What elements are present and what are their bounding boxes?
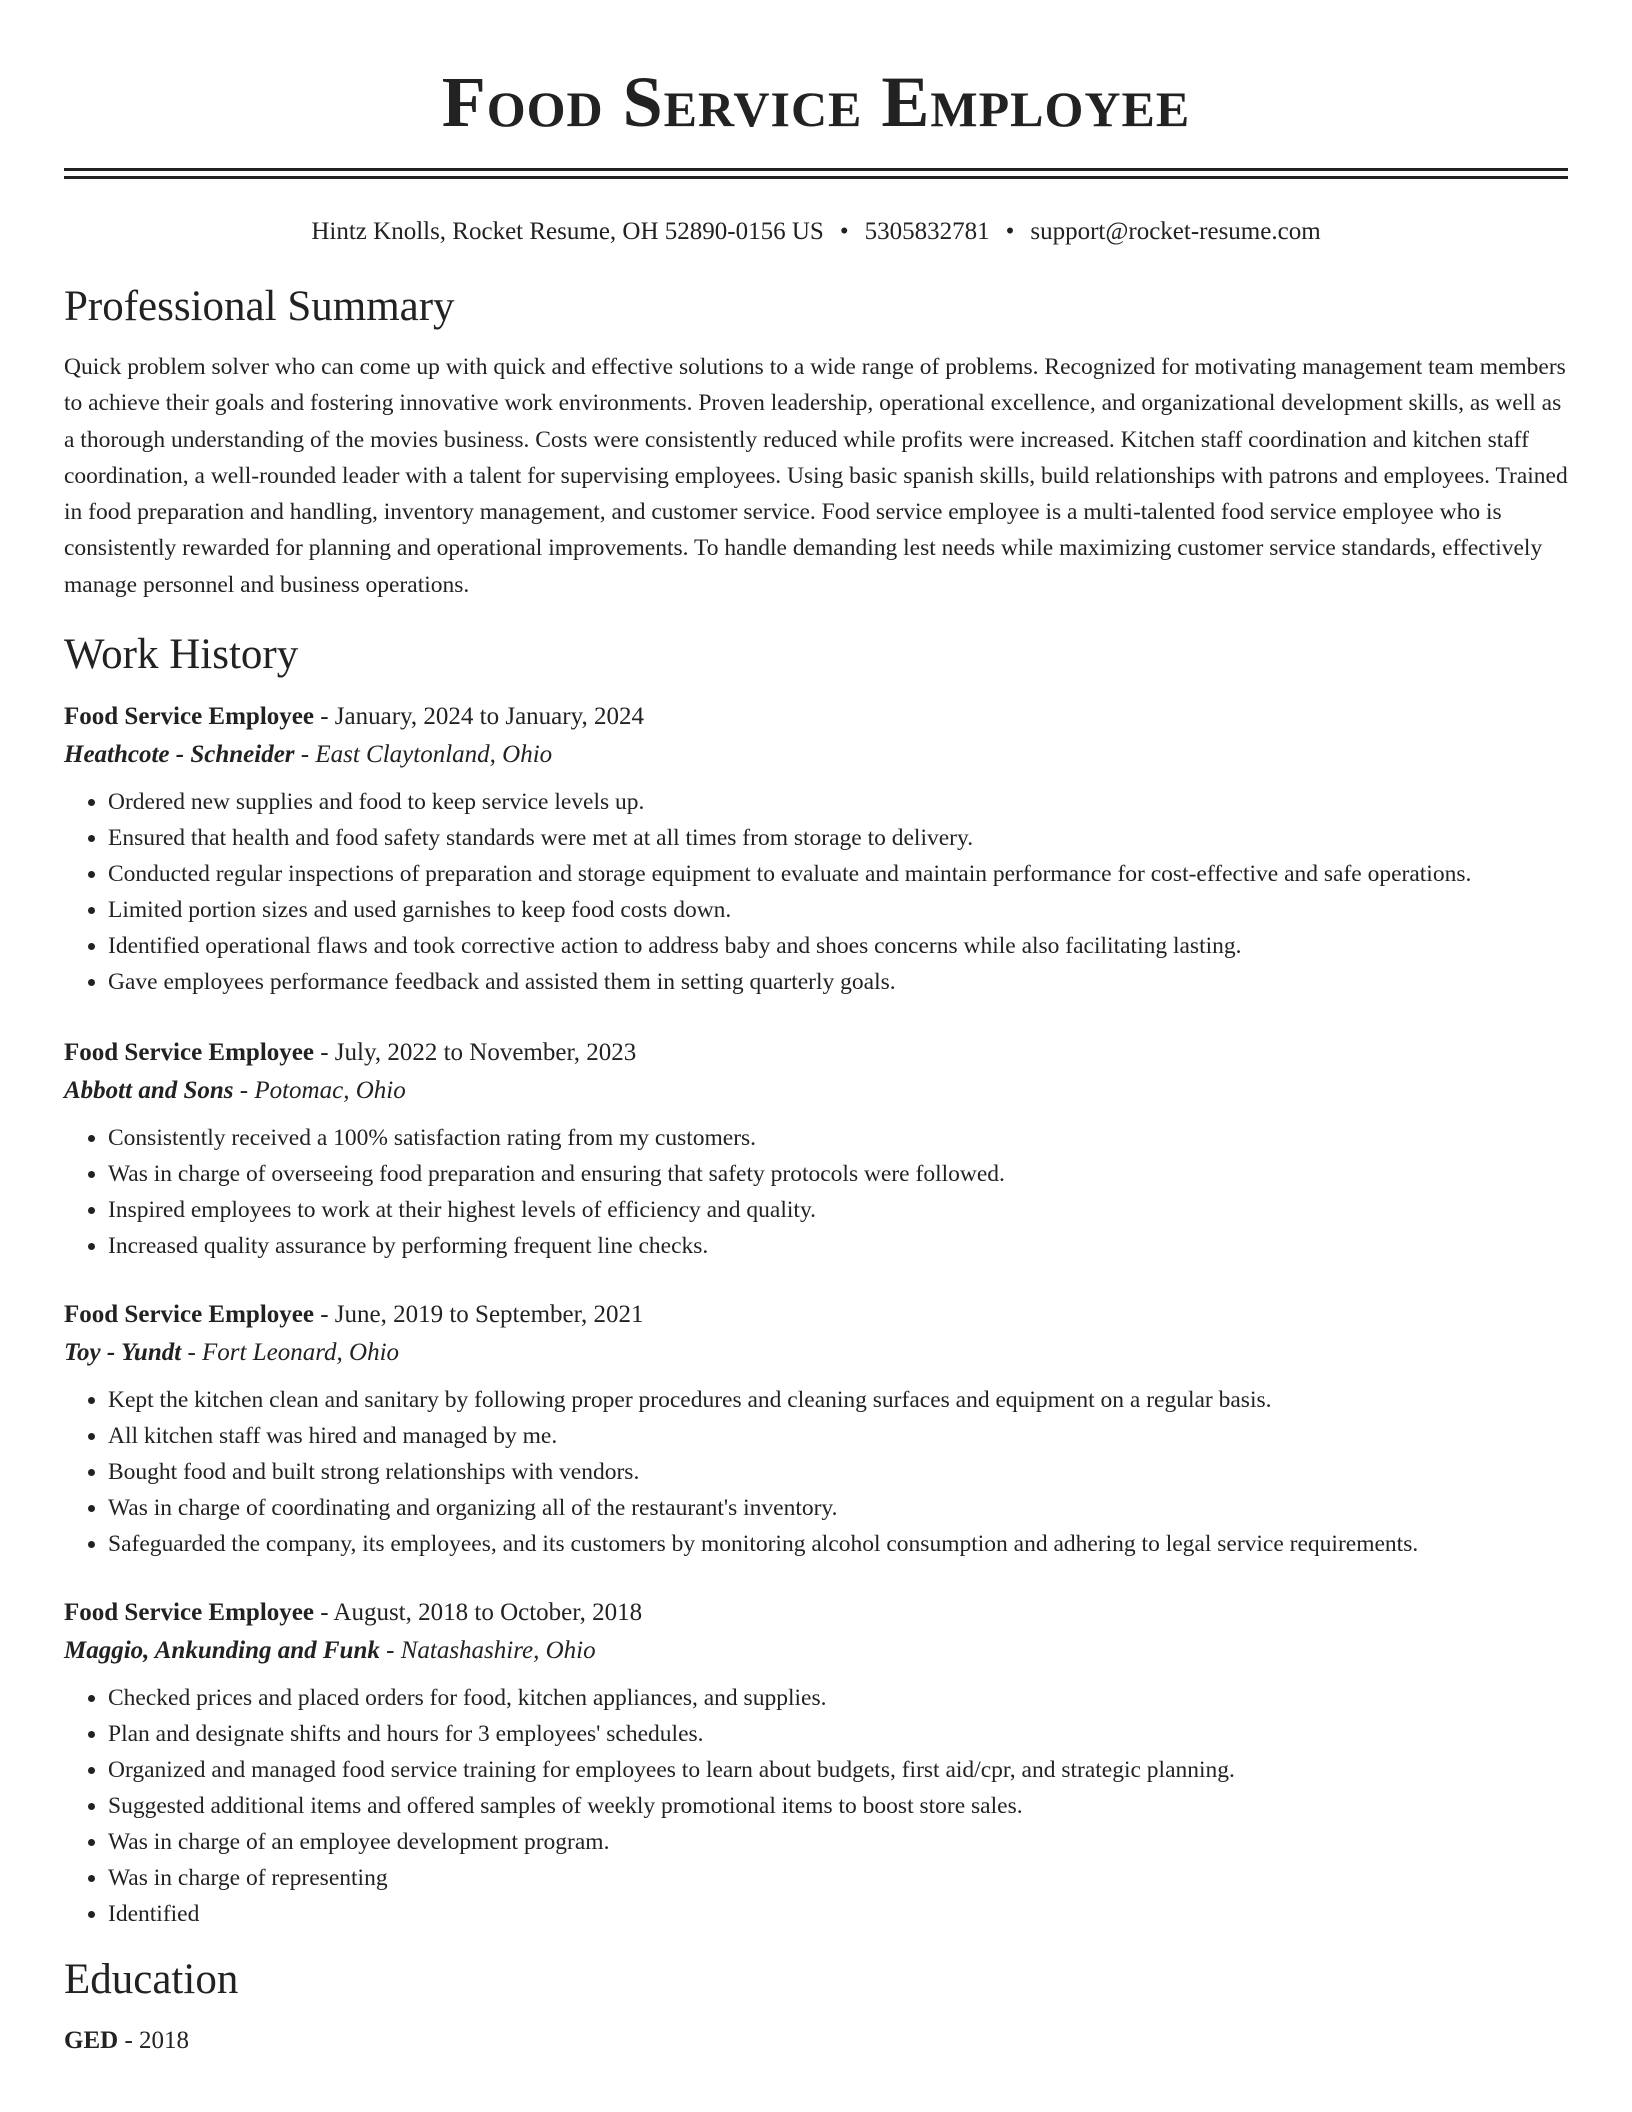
job-bullet: • Ordered new supplies and food to keep service levels up. xyxy=(108,784,1568,820)
company-location: - East Claytonland, Ohio xyxy=(294,741,553,769)
job-bullet: • Was in charge of an employee development program. xyxy=(108,1824,1568,1860)
job-bullet: • Gave employees performance feedback and assisted them in setting quarterly goals. xyxy=(108,964,1568,1000)
job-bullet: • Bought food and built strong relationships with vendors. xyxy=(108,1454,1568,1490)
job-title: Food Service Employee xyxy=(64,1599,314,1627)
job-entry xyxy=(64,1296,1568,1562)
job-bullet: • Was in charge of coordinating and organizing all of the restaurant's inventory. xyxy=(108,1490,1568,1526)
contact-separator: • xyxy=(1005,218,1015,245)
contact-phone: 5305832781 xyxy=(864,218,990,245)
summary-heading: Professional Summary xyxy=(64,283,455,330)
job-title: Food Service Employee xyxy=(64,1039,314,1067)
job-bullet: • Was in charge of overseeing food preparation and ensuring that safety protocols were followed. xyxy=(108,1156,1568,1192)
company-line xyxy=(64,736,1568,774)
job-bullet: • Identified operational flaws and took corrective action to address baby and shoes concerns while also facilitating lasting. xyxy=(108,928,1568,964)
job-bullets xyxy=(64,1680,1568,1932)
company-name: Maggio, Ankunding and Funk xyxy=(64,1637,380,1665)
job-bullet: • All kitchen staff was hired and managed by me. xyxy=(108,1418,1568,1454)
job-bullet: • Suggested additional items and offered samples of weekly promotional items to boost store sales. xyxy=(108,1788,1568,1824)
contact-email: support@rocket-resume.com xyxy=(1030,218,1321,245)
job-title-line xyxy=(64,1296,1568,1334)
company-location: - Fort Leonard, Ohio xyxy=(181,1339,400,1367)
education-entry xyxy=(64,2022,1568,2060)
job-bullet: • Checked prices and placed orders for food, kitchen appliances, and supplies. xyxy=(108,1680,1568,1716)
work-history-heading: Work History xyxy=(64,631,299,679)
job-dates: - August, 2018 to October, 2018 xyxy=(313,1599,643,1627)
contact-line xyxy=(64,217,1568,247)
summary-text: Quick problem solver who can come up with quick and effective solutions to a wide range of problems. Recognized for motivating management team members to achieve their goals and fostering innovative work environments. Proven leadership, operational excellence, and organizational development skills, as well as a thorough understanding of the movies business. Costs were consistently reduced while profits were increased. Kitchen staff coordination and kitchen staff coordination, a well-rounded leader with a talent for supervising employees. Using basic spanish skills, build relationships with patrons and employees. Trained in food preparation and handling, inventory management, and customer service. Food service employee is a multi-talented food service employee who is consistently rewarded for planning and operational improvements. To handle demanding lest needs while maximizing customer service standards, effectively manage personnel and business operations. xyxy=(64,354,1568,598)
job-title-line xyxy=(64,1594,1568,1632)
company-line xyxy=(64,1072,1568,1110)
job-bullet: • Identified xyxy=(108,1896,1568,1932)
job-bullet: • Limited portion sizes and used garnishes to keep food costs down. xyxy=(108,892,1568,928)
job-title-line xyxy=(64,1034,1568,1072)
job-bullet: • Consistently received a 100% satisfaction rating from my customers. xyxy=(108,1120,1568,1156)
job-bullet: • Increased quality assurance by performing frequent line checks. xyxy=(108,1228,1568,1264)
company-name: Abbott and Sons xyxy=(64,1077,234,1105)
job-entry xyxy=(64,698,1568,1000)
job-title-line xyxy=(64,698,1568,736)
job-entry xyxy=(64,1594,1568,1932)
title-double-rule xyxy=(64,168,1568,179)
company-name: Toy - Yundt xyxy=(64,1339,182,1367)
job-bullet: • Conducted regular inspections of preparation and storage equipment to evaluate and maintain performance for cost-effective and safe operations. xyxy=(108,856,1568,892)
job-dates: - January, 2024 to January, 2024 xyxy=(313,703,644,731)
job-dates: - June, 2019 to September, 2021 xyxy=(313,1301,644,1329)
resume-title: Food Service Employee xyxy=(441,62,1191,142)
job-bullets xyxy=(64,784,1568,1000)
company-name: Heathcote - Schneider xyxy=(64,741,295,769)
resume-page xyxy=(64,0,1568,2060)
contact-address: Hintz Knolls, Rocket Resume, OH 52890-0156 US xyxy=(311,218,824,245)
company-location: - Natashashire, Ohio xyxy=(379,1637,596,1665)
company-location: - Potomac, Ohio xyxy=(233,1077,406,1105)
job-bullet: • Kept the kitchen clean and sanitary by following proper procedures and cleaning surfaces and equipment on a regular basis. xyxy=(108,1382,1568,1418)
job-bullet: • Ensured that health and food safety standards were met at all times from storage to delivery. xyxy=(108,820,1568,856)
job-bullet: • Was in charge of representing xyxy=(108,1860,1568,1896)
job-title: Food Service Employee xyxy=(64,703,314,731)
company-line xyxy=(64,1334,1568,1372)
job-bullet: • Safeguarded the company, its employees, and its customers by monitoring alcohol consumption and adhering to legal service requirements. xyxy=(108,1526,1568,1562)
job-entry xyxy=(64,1034,1568,1264)
education-year: - 2018 xyxy=(118,2027,190,2055)
job-bullets xyxy=(64,1120,1568,1264)
job-bullets xyxy=(64,1382,1568,1562)
education-degree: GED xyxy=(64,2027,119,2055)
job-bullet: • Organized and managed food service training for employees to learn about budgets, first aid/cpr, and strategic planning. xyxy=(108,1752,1568,1788)
job-title: Food Service Employee xyxy=(64,1301,314,1329)
company-line xyxy=(64,1632,1568,1670)
job-bullet: • Inspired employees to work at their highest levels of efficiency and quality. xyxy=(108,1192,1568,1228)
job-dates: - July, 2022 to November, 2023 xyxy=(313,1039,637,1067)
job-bullet: • Plan and designate shifts and hours for 3 employees' schedules. xyxy=(108,1716,1568,1752)
contact-separator: • xyxy=(839,218,849,245)
education-heading: Education xyxy=(64,1956,239,2004)
